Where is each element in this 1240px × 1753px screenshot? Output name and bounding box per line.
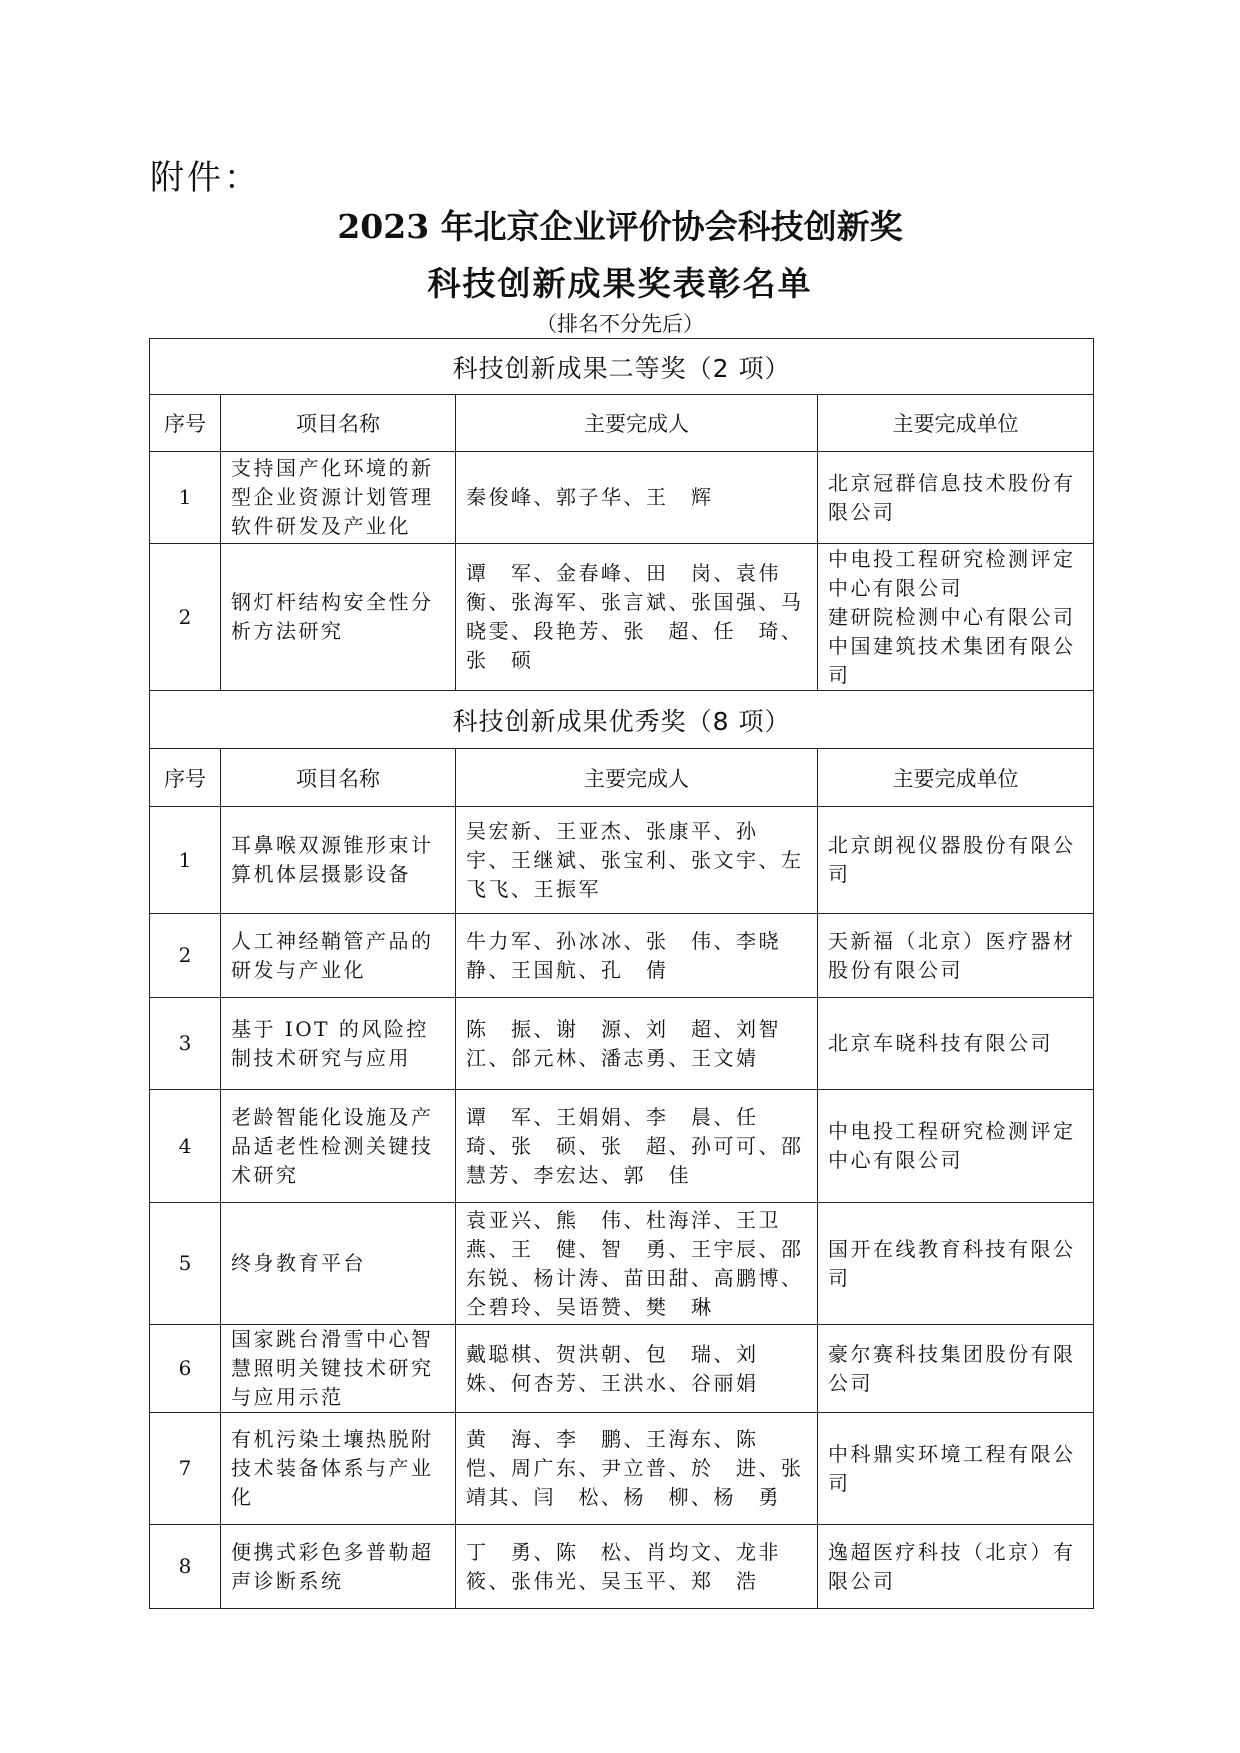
row-number: 1 — [150, 452, 221, 544]
main-unit: 豪尔赛科技集团股份有限公司 — [818, 1325, 1094, 1413]
project-name: 有机污染土壤热脱附技术装备体系与产业化 — [221, 1413, 456, 1525]
row-number: 4 — [150, 1090, 221, 1203]
main-persons: 吴宏新、王亚杰、张康平、孙 宇、王继斌、张宝利、张文宇、左飞飞、王振军 — [456, 807, 818, 914]
project-name: 国家跳台滑雪中心智慧照明关键技术研究与应用示范 — [221, 1325, 456, 1413]
main-persons: 戴聪棋、贺洪朝、包 瑞、刘 姝、何杏芳、王洪水、谷丽娟 — [456, 1325, 818, 1413]
main-persons: 陈 振、谢 源、刘 超、刘智江、郃元林、潘志勇、王文婧 — [456, 998, 818, 1090]
row-number: 3 — [150, 998, 221, 1090]
table-row — [150, 1525, 1094, 1609]
document-subtitle-title: 科技创新成果奖表彰名单 — [427, 264, 813, 303]
table-row — [150, 807, 1094, 914]
row-number: 8 — [150, 1525, 221, 1609]
main-persons: 谭 军、金春峰、田 岗、袁伟衡、张海军、张言斌、张国强、马晓雯、段艳芳、张 超、任 琦、张 硕 — [456, 544, 818, 691]
project-name: 钢灯杆结构安全性分析方法研究 — [221, 544, 456, 691]
project-name: 便携式彩色多普勒超声诊断系统 — [221, 1525, 456, 1609]
row-number: 5 — [150, 1203, 221, 1325]
table-row — [150, 914, 1094, 998]
main-unit: 北京朗视仪器股份有限公司 — [818, 807, 1094, 914]
ranking-note: （排名不分先后） — [536, 312, 704, 336]
table-row — [150, 1090, 1094, 1203]
section-heading: 科技创新成果优秀奖（8 项） — [150, 691, 1094, 749]
table-row — [150, 1325, 1094, 1413]
col-header-project: 项目名称 — [221, 395, 456, 452]
award-table — [149, 338, 1094, 1609]
main-unit: 国开在线教育科技有限公司 — [818, 1203, 1094, 1325]
main-unit: 中电投工程研究检测评定中心有限公司 — [818, 1090, 1094, 1203]
row-number: 6 — [150, 1325, 221, 1413]
col-header-no: 序号 — [150, 395, 221, 452]
row-number: 7 — [150, 1413, 221, 1525]
project-name: 耳鼻喉双源锥形束计算机体层摄影设备 — [221, 807, 456, 914]
section-heading: 科技创新成果二等奖（2 项） — [150, 339, 1094, 395]
attachment-label: 附件： — [150, 158, 261, 198]
project-name: 基于 IOT 的风险控制技术研究与应用 — [221, 998, 456, 1090]
table-row — [150, 998, 1094, 1090]
table-row — [150, 1203, 1094, 1325]
row-number: 2 — [150, 914, 221, 998]
col-header-unit: 主要完成单位 — [818, 749, 1094, 807]
col-header-project: 项目名称 — [221, 749, 456, 807]
main-unit: 逸超医疗科技（北京）有限公司 — [818, 1525, 1094, 1609]
table-row — [150, 1413, 1094, 1525]
project-name: 人工神经鞘管产品的研发与产业化 — [221, 914, 456, 998]
main-unit: 中科鼎实环境工程有限公司 — [818, 1413, 1094, 1525]
section-heading-row — [150, 339, 1094, 395]
table-row — [150, 544, 1094, 691]
project-name: 终身教育平台 — [221, 1203, 456, 1325]
main-persons: 谭 军、王娟娟、李 晨、任 琦、张 硕、张 超、孙可可、邵慧芳、李宏达、郭 佳 — [456, 1090, 818, 1203]
column-header-row — [150, 749, 1094, 807]
project-name: 老龄智能化设施及产品适老性检测关键技术研究 — [221, 1090, 456, 1203]
main-persons: 黄 海、李 鹏、王海东、陈 恺、周广东、尹立普、於 进、张靖其、闫 松、杨 柳、杨 勇 — [456, 1413, 818, 1525]
document-title: 2023 年北京企业评价协会科技创新奖 — [337, 207, 903, 246]
col-header-unit: 主要完成单位 — [818, 395, 1094, 452]
col-header-persons: 主要完成人 — [456, 395, 818, 452]
main-unit: 北京车晓科技有限公司 — [818, 998, 1094, 1090]
main-unit: 天新福（北京）医疗器材股份有限公司 — [818, 914, 1094, 998]
main-unit: 北京冠群信息技术股份有限公司 — [818, 452, 1094, 544]
project-name: 支持国产化环境的新型企业资源计划管理软件研发及产业化 — [221, 452, 456, 544]
main-persons: 袁亚兴、熊 伟、杜海洋、王卫燕、王 健、智 勇、王宇辰、邵东锐、杨计涛、苗田甜、高鹏博、仝碧玲、吴语赞、樊 琳 — [456, 1203, 818, 1325]
main-persons: 秦俊峰、郭子华、王 辉 — [456, 452, 818, 544]
row-number: 2 — [150, 544, 221, 691]
main-unit: 中电投工程研究检测评定中心有限公司 建研院检测中心有限公司 中国建筑技术集团有限公司 — [818, 544, 1094, 691]
main-persons: 丁 勇、陈 松、肖均文、龙非筱、张伟光、吴玉平、郑 浩 — [456, 1525, 818, 1609]
main-persons: 牛力军、孙冰冰、张 伟、李晓静、王国航、孔 倩 — [456, 914, 818, 998]
col-header-persons: 主要完成人 — [456, 749, 818, 807]
row-number: 1 — [150, 807, 221, 914]
col-header-no: 序号 — [150, 749, 221, 807]
table-row — [150, 452, 1094, 544]
column-header-row — [150, 395, 1094, 452]
section-heading-row — [150, 691, 1094, 749]
